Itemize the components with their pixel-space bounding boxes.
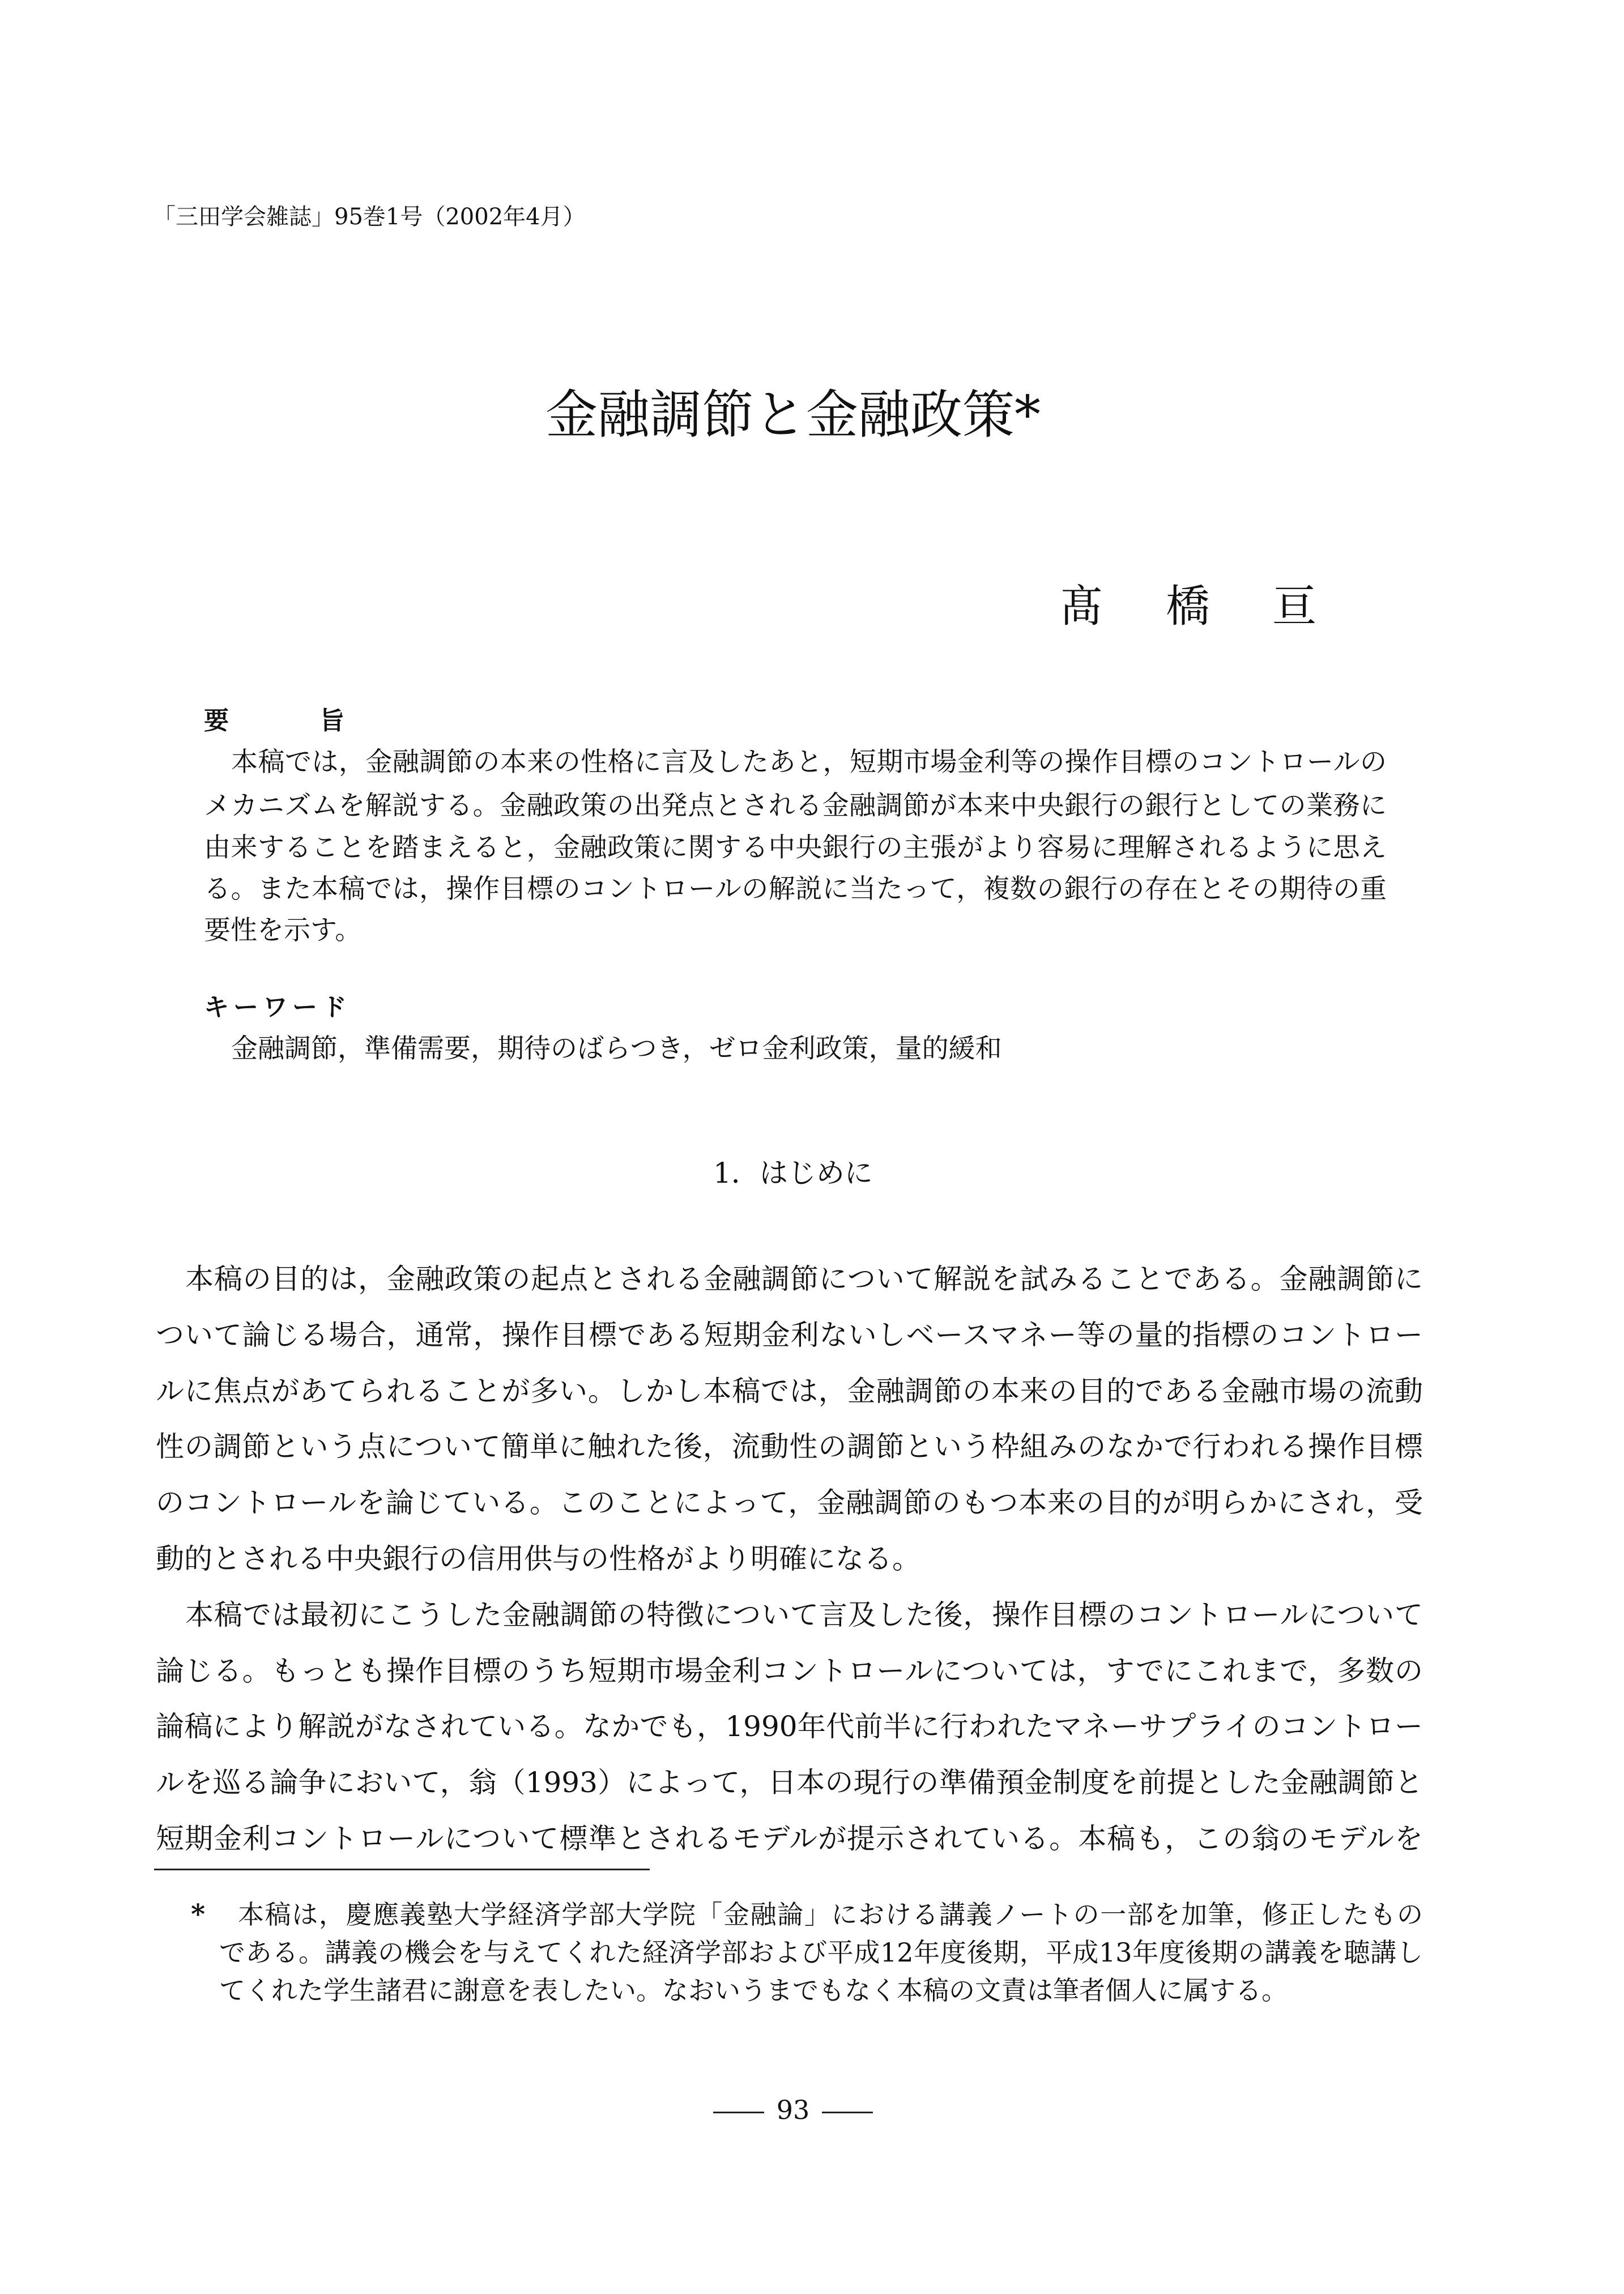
- abstract-line: 由来することを踏まえると，金融政策に関する中央銀行の主張がより容易に理解されるように思え: [204, 832, 1387, 863]
- abstract-line: 本稿では，金融調節の本来の性格に言及したあと，短期市場金利等の操作目標のコントロールの: [231, 747, 1387, 778]
- body-line: 本稿では最初にこうした金融調節の特徴について言及した後，操作目標のコントロールについて: [185, 1598, 1423, 1631]
- abstract-line: メカニズムを解説する。金融政策の出発点とされる金融調節が本来中央銀行の銀行としての業務に: [204, 790, 1387, 821]
- body-line: 動的とされる中央銀行の信用供与の性格がより明確になる。: [156, 1542, 920, 1575]
- paper-title: 金融調節と金融政策*: [545, 385, 1041, 445]
- abstract-line: 要性を示す。: [204, 915, 362, 946]
- footnote-marker: *: [191, 1899, 206, 1930]
- page-number-footer: [0, 2096, 1586, 2124]
- dash-right: [822, 2112, 873, 2113]
- body-line: 論じる。もっとも操作目標のうち短期市場金利コントロールについては，すでにこれまで，多数の: [156, 1655, 1423, 1687]
- section-heading: 1．はじめに: [713, 1157, 873, 1189]
- footnote-line: である。講義の機会を与えてくれた経済学部および平成12年度後期，平成13年度後期の講義を聴講し: [219, 1937, 1423, 1968]
- body-line: 性の調節という点について簡単に触れた後，流動性の調節という枠組みのなかで行われる操作目標: [156, 1430, 1423, 1463]
- keywords-heading: キーワード: [204, 993, 351, 1022]
- journal-header: 「三田学会雑誌」95巻1号（2002年4月）: [153, 204, 586, 230]
- body-line: 本稿の目的は，金融政策の起点とされる金融調節について解説を試みることである。金融調節に: [185, 1263, 1423, 1295]
- page-number: 93: [776, 2095, 810, 2125]
- body-line: ルに焦点があてられることが多い。しかし本稿では，金融調節の本来の目的である金融市場の流動: [156, 1375, 1423, 1408]
- body-line: のコントロールを論じている。このことによって，金融調節のもつ本来の目的が明らかにされ，受: [156, 1486, 1423, 1519]
- author-name: 髙橋亘: [1059, 581, 1379, 632]
- dash-left: [713, 2112, 764, 2113]
- body-line: 論稿により解説がなされている。なかでも，1990年代前半に行われたマネーサプライのコントロー: [156, 1710, 1423, 1743]
- footnote-line: てくれた学生諸君に謝意を表したい。なおいうまでもなく本稿の文責は筆者個人に属する。: [219, 1975, 1288, 2006]
- abstract-heading: 要旨: [204, 706, 435, 735]
- body-line: 短期金利コントロールについて標準とされるモデルが提示されている。本稿も，この翁のモデルを: [156, 1822, 1423, 1855]
- keywords-text: 金融調節，準備需要，期待のばらつき，ゼロ金利政策，量的緩和: [231, 1033, 1002, 1064]
- body-line: ついて論じる場合，通常，操作目標である短期金利ないしベースマネー等の量的指標のコントロー: [156, 1319, 1423, 1351]
- footnote-rule: [154, 1869, 650, 1870]
- abstract-line: る。また本稿では，操作目標のコントロールの解説に当たって，複数の銀行の存在とその期待の重: [204, 873, 1387, 905]
- footnote-line: 本稿は，慶應義塾大学経済学部大学院「金融論」における講義ノートの一部を加筆，修正したもの: [238, 1899, 1423, 1930]
- body-line: ルを巡る論争において，翁（1993）によって，日本の現行の準備預金制度を前提とした金融調節と: [156, 1766, 1423, 1799]
